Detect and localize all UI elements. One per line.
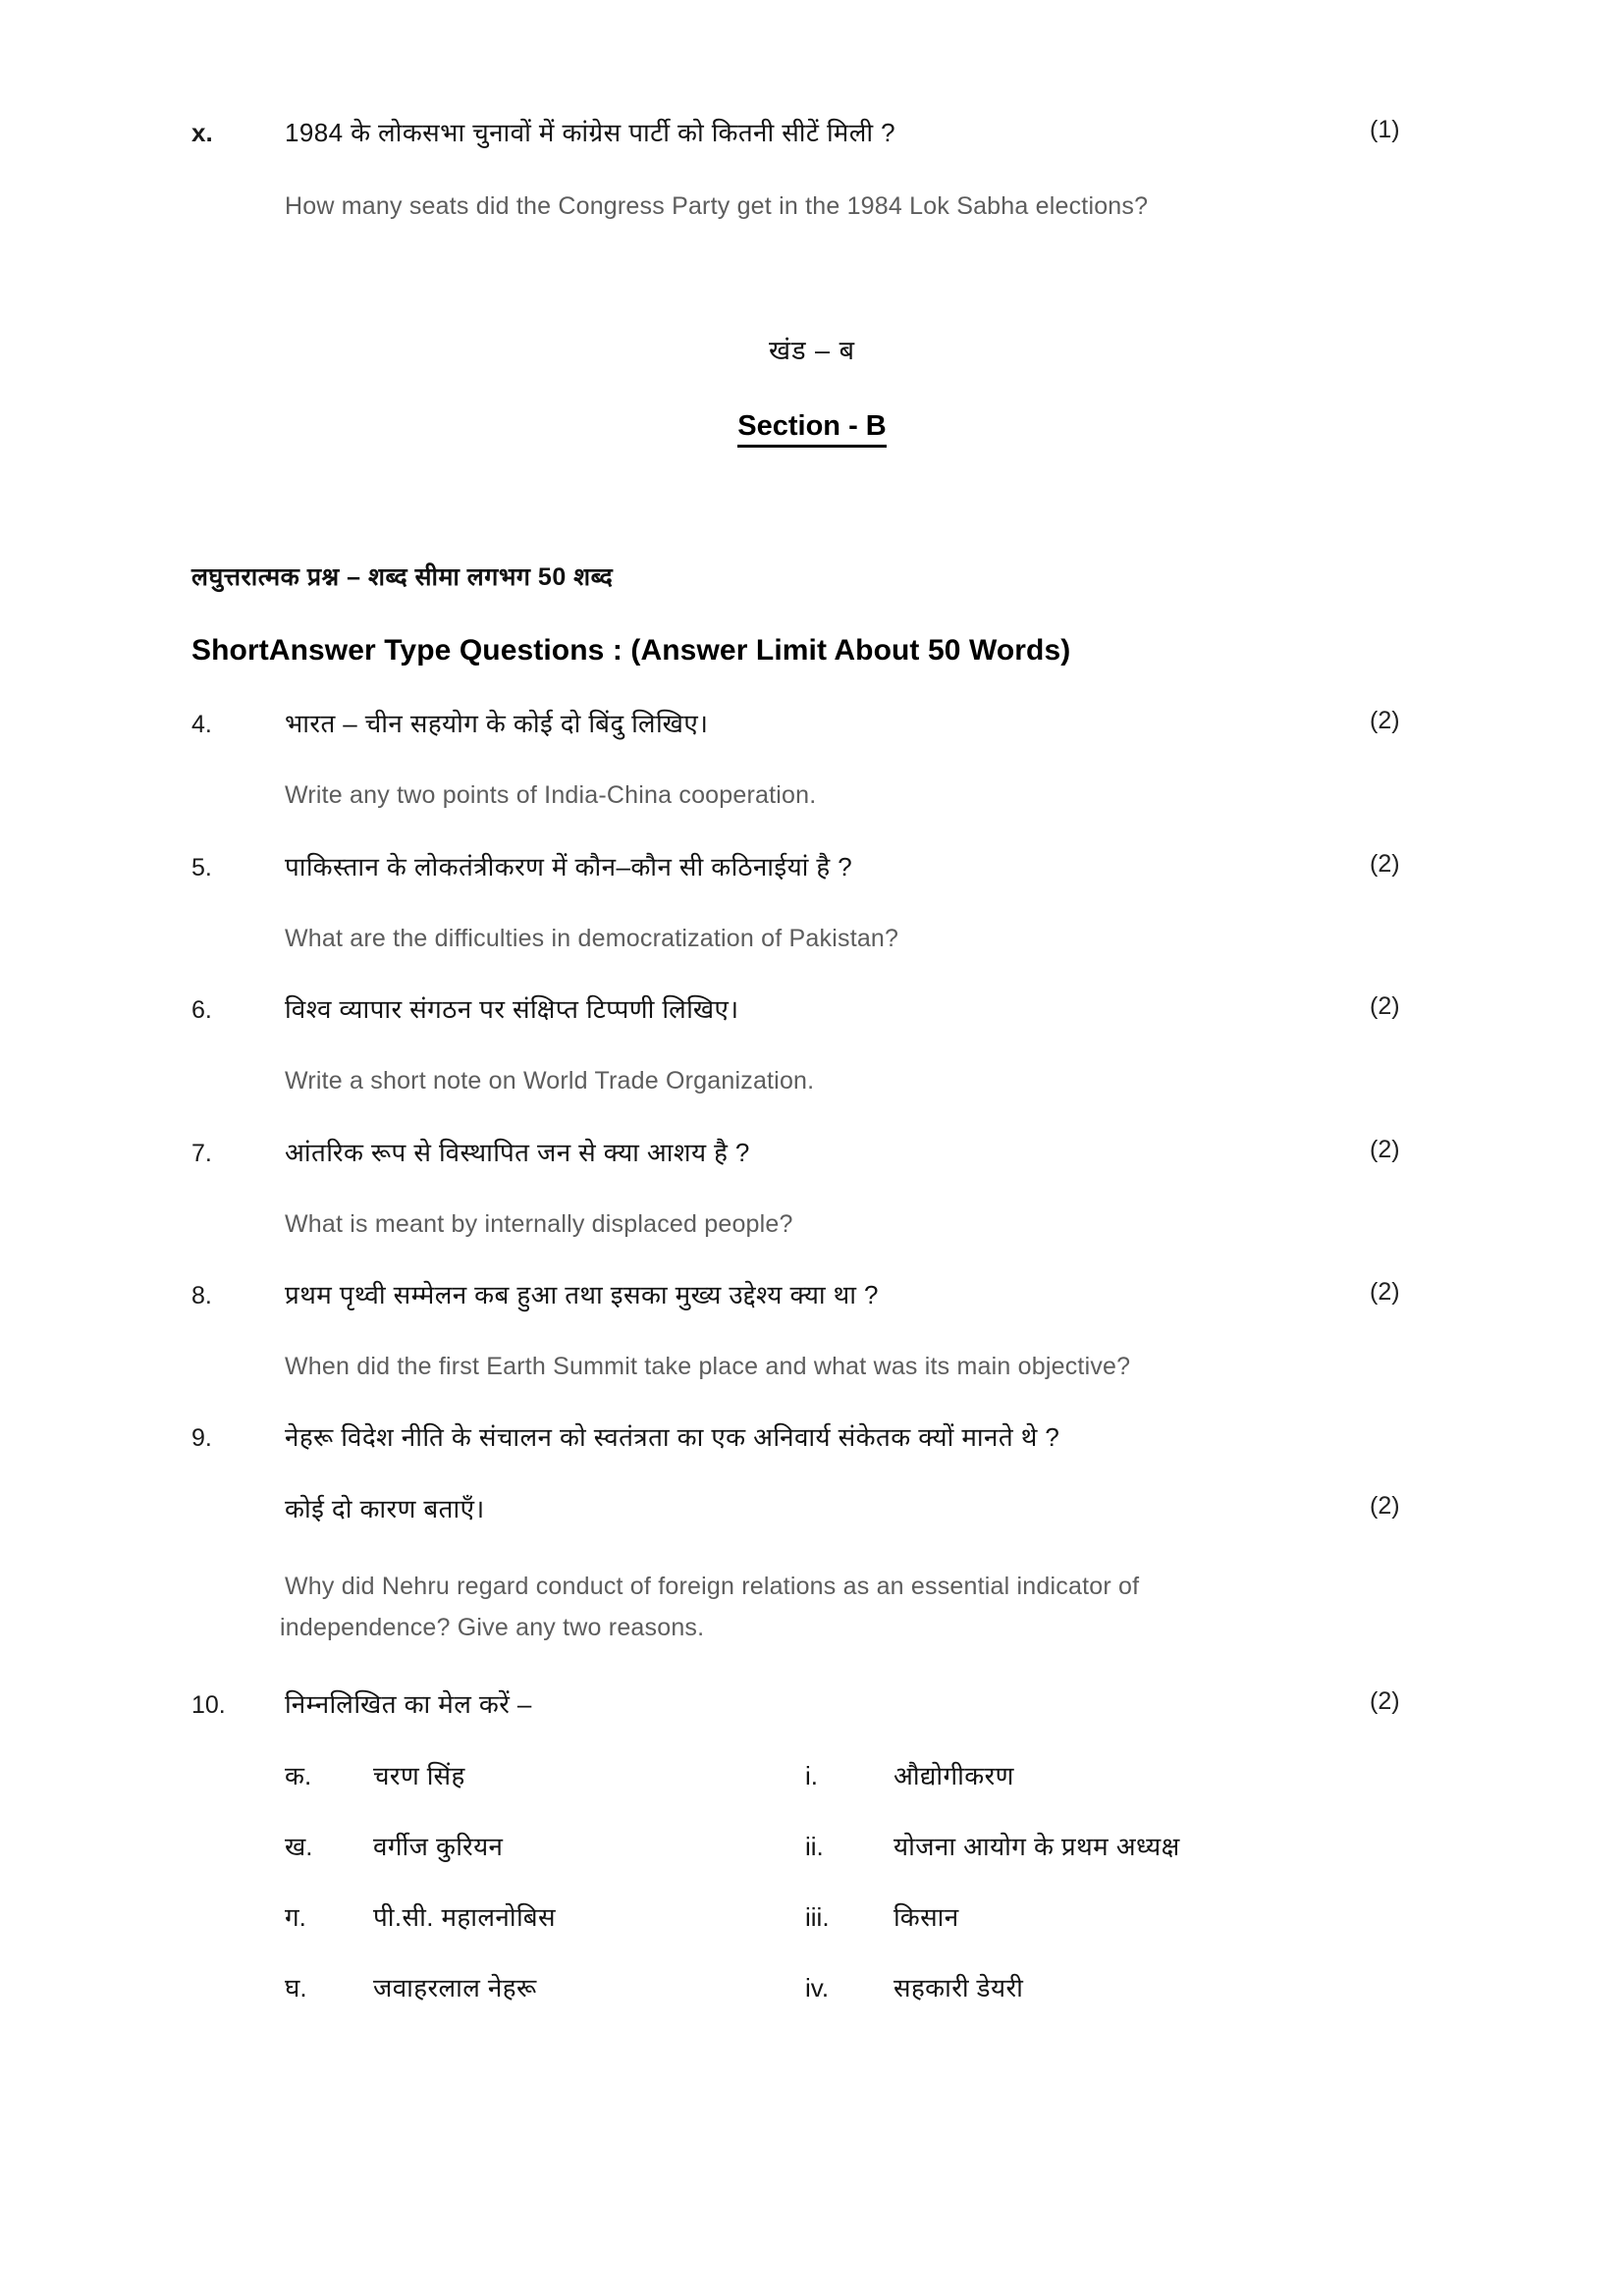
question-x-marks: (1) (1370, 116, 1400, 143)
match-left-text: जवाहरलाल नेहरू (373, 1973, 537, 2002)
match-left-label: क. (285, 1761, 312, 1790)
question-x-hindi-text: 1984 के लोकसभा चुनावों में कांग्रेस पार्टी को कितनी सीटें मिली ? (285, 118, 895, 147)
question-9-hindi-row-1 (191, 1420, 1059, 1455)
question-x-hindi-row (191, 116, 895, 150)
question-8-hindi-text: प्रथम पृथ्वी सम्मेलन कब हुआ तथा इसका मुख्य उद्देश्य क्या था ? (285, 1280, 879, 1309)
section-heading-english-underline: Section - B (737, 410, 886, 448)
match-right-text: औद्योगीकरण (893, 1761, 1014, 1790)
question-4-hindi-row (191, 707, 708, 741)
match-left-text: पी.सी. महालनोबिस (373, 1902, 556, 1932)
question-7-hindi-row (191, 1136, 750, 1170)
question-6-hindi-text: विश्व व्यापार संगठन पर संक्षिप्त टिप्पणी लिखिए। (285, 994, 739, 1024)
match-left-label: घ. (285, 1973, 307, 2002)
question-6-english-text: Write a short note on World Trade Organization. (285, 1067, 815, 1095)
question-5-hindi-row (191, 850, 852, 884)
question-7-number: 7. (191, 1140, 212, 1167)
question-6-english-row (285, 1063, 814, 1098)
question-9-english-row-1 (285, 1569, 1139, 1604)
instructions-english: ShortAnswer Type Questions : (Answer Limit About 50 Words) (191, 634, 1071, 667)
section-heading-english (0, 410, 1624, 443)
match-left-cell (285, 1757, 805, 1792)
question-x-english-row (285, 188, 1148, 224)
match-left-cell (285, 1828, 805, 1863)
match-right-label: ii. (805, 1832, 824, 1861)
match-left-cell (285, 1898, 805, 1934)
question-10-number: 10. (191, 1691, 226, 1719)
question-10-hindi-row (191, 1687, 532, 1722)
match-right-cell (805, 1898, 1355, 1934)
question-6-hindi-row (191, 992, 739, 1027)
match-left-label: ख. (285, 1832, 313, 1861)
question-5-hindi-text: पाकिस्तान के लोकतंत्रीकरण में कौन–कौन सी कठिनाईयां है ? (285, 852, 853, 881)
question-4-hindi-text: भारत – चीन सहयोग के कोई दो बिंदु लिखिए। (285, 709, 709, 738)
question-8-marks: (2) (1370, 1278, 1400, 1306)
question-5-english-text: What are the difficulties in democratization of Pakistan? (285, 925, 899, 952)
question-4-marks: (2) (1370, 707, 1400, 734)
match-row (285, 1969, 1384, 2004)
question-9-english-text-line1: Why did Nehru regard conduct of foreign relations as an essential indicator of (285, 1573, 1140, 1600)
match-left-label: ग. (285, 1902, 306, 1932)
question-5-english-row (285, 921, 898, 956)
instructions-hindi: लघुत्तरात्मक प्रश्न – शब्द सीमा लगभग 50 शब्द (191, 563, 614, 591)
question-8-number: 8. (191, 1282, 212, 1309)
question-9-number: 9. (191, 1424, 212, 1452)
question-9-hindi-row-2 (285, 1492, 485, 1526)
question-8-english-row (285, 1349, 1130, 1384)
match-right-label: i. (805, 1761, 818, 1790)
question-9-hindi-text-line1: नेहरू विदेश नीति के संचालन को स्वतंत्रता का एक अनिवार्य संकेतक क्यों मानते थे ? (285, 1422, 1060, 1452)
question-4-english-text: Write any two points of India-China cooperation. (285, 781, 817, 809)
question-5-marks: (2) (1370, 850, 1400, 878)
question-6-marks: (2) (1370, 992, 1400, 1020)
question-6-number: 6. (191, 996, 212, 1024)
match-row (285, 1828, 1384, 1863)
match-right-text: किसान (893, 1902, 959, 1932)
question-9-english-text-line2: independence? Give any two reasons. (280, 1614, 705, 1641)
match-right-label: iii. (805, 1902, 830, 1932)
match-right-cell (805, 1969, 1355, 2004)
section-heading-hindi: खंड – ब (769, 336, 855, 365)
question-7-hindi-text: आंतरिक रूप से विस्थापित जन से क्या आशय है ? (285, 1138, 750, 1167)
match-left-cell (285, 1969, 805, 2004)
question-9-english-row-2 (280, 1610, 704, 1645)
question-x-english-text: How many seats did the Congress Party get in the 1984 Lok Sabha elections? (285, 192, 1149, 220)
match-right-text: योजना आयोग के प्रथम अध्यक्ष (893, 1832, 1180, 1861)
question-5-number: 5. (191, 854, 212, 881)
question-4-english-row (285, 777, 816, 813)
question-8-hindi-row (191, 1278, 879, 1312)
question-9-marks: (2) (1370, 1492, 1400, 1520)
question-7-english-row (285, 1206, 793, 1242)
match-right-cell (805, 1757, 1355, 1792)
question-4-number: 4. (191, 711, 212, 738)
question-9-hindi-text-line2: कोई दो कारण बताएँ। (285, 1494, 485, 1523)
match-left-text: चरण सिंह (373, 1761, 465, 1790)
match-row (285, 1898, 1384, 1934)
question-7-marks: (2) (1370, 1136, 1400, 1163)
match-right-label: iv. (805, 1973, 830, 2002)
question-10-marks: (2) (1370, 1687, 1400, 1715)
question-10-hindi-text: निम्नलिखित का मेल करें – (285, 1689, 532, 1719)
match-left-text: वर्गीज कुरियन (373, 1832, 504, 1861)
match-right-text: सहकारी डेयरी (893, 1973, 1024, 2002)
question-7-english-text: What is meant by internally displaced people? (285, 1210, 793, 1238)
match-right-cell (805, 1828, 1355, 1863)
match-row (285, 1757, 1384, 1792)
question-x-number: x. (191, 118, 213, 147)
question-8-english-text: When did the first Earth Summit take place and what was its main objective? (285, 1353, 1131, 1380)
